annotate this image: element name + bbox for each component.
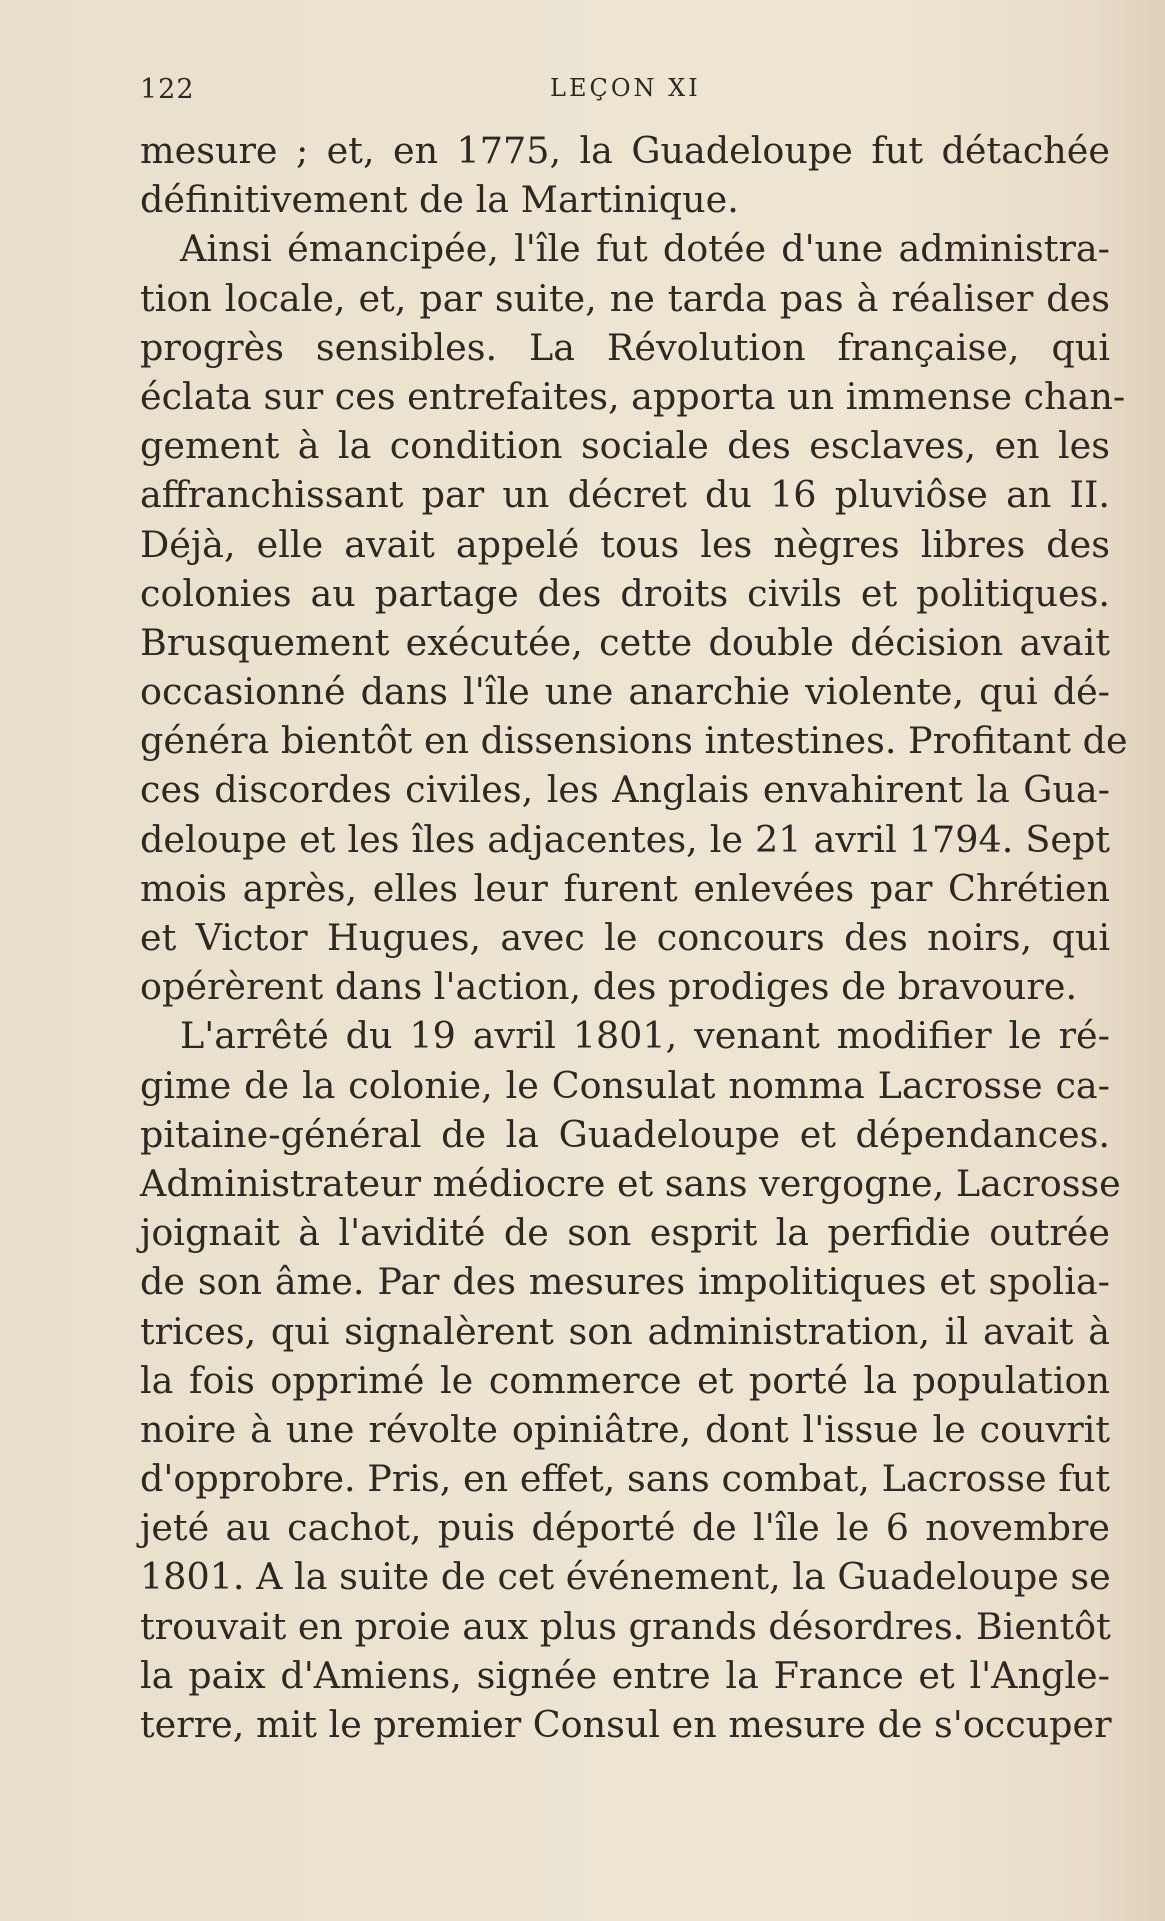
text-line: ces discordes civiles, les Anglais envahirent la Gua- bbox=[140, 768, 1110, 812]
text-line: terre, mit le premier Consul en mesure de s'occuper bbox=[140, 1703, 1112, 1746]
text-line: deloupe et les îles adjacentes, le 21 avril 1794. Sept bbox=[140, 817, 1110, 861]
text-line: tion locale, et, par suite, ne tarda pas à réaliser des bbox=[140, 276, 1110, 320]
text-line: et Victor Hugues, avec le concours des noirs, qui bbox=[140, 916, 1110, 959]
body-text bbox=[140, 126, 1128, 1749]
text-line: Brusquement exécutée, cette double décision avait bbox=[140, 620, 1110, 664]
text-line: mesure ; et, en 1775, la Guadeloupe fut détachée bbox=[140, 129, 1110, 172]
text-line: Déjà, elle avait appelé tous les nègres libres des bbox=[140, 522, 1110, 566]
text-line: pitaine-général de la Guadeloupe et dépendances. bbox=[140, 1112, 1110, 1156]
text-line: 1801. A la suite de cet événement, la Guadeloupe se bbox=[140, 1555, 1111, 1599]
text-line: Administrateur médiocre et sans vergogne, Lacrosse bbox=[140, 1161, 1121, 1205]
text-line: progrès sensibles. La Révolution française, qui bbox=[140, 325, 1110, 369]
text-line: éclata sur ces entrefaites, apporta un immense chan- bbox=[140, 374, 1126, 418]
text-line: jeté au cachot, puis déporté de l'île le 6 novembre bbox=[140, 1506, 1110, 1550]
text-line: joignait à l'avidité de son esprit la perfidie outrée bbox=[140, 1211, 1110, 1255]
text-line: trices, qui signalèrent son administration, il avait à bbox=[140, 1309, 1110, 1353]
text-line: gime de la colonie, le Consulat nomma Lacrosse ca- bbox=[140, 1063, 1110, 1107]
text-line: L'arrêté du 19 avril 1801, venant modifier le ré- bbox=[180, 1014, 1110, 1058]
text-line: la fois opprimé le commerce et porté la population bbox=[140, 1358, 1110, 1402]
text-line: généra bientôt en dissensions intestines. Profitant de bbox=[140, 719, 1128, 763]
running-title: LEÇON XI bbox=[550, 74, 701, 102]
text-line: d'opprobre. Pris, en effet, sans combat, Lacrosse fut bbox=[140, 1457, 1110, 1501]
page-header bbox=[140, 74, 1100, 110]
text-line: définitivement de la Martinique. bbox=[140, 178, 739, 222]
text-line: occasionné dans l'île une anarchie violente, qui dé- bbox=[140, 670, 1110, 714]
text-line: mois après, elles leur furent enlevées par Chrétien bbox=[140, 866, 1110, 910]
text-line: de son âme. Par des mesures impolitiques et spolia- bbox=[140, 1260, 1110, 1304]
text-line: trouvait en proie aux plus grands désordres. Bientôt bbox=[140, 1604, 1111, 1648]
text-line: colonies au partage des droits civils et politiques. bbox=[140, 571, 1110, 615]
page-number: 122 bbox=[140, 74, 195, 105]
text-line: opérèrent dans l'action, des prodiges de bravoure. bbox=[140, 965, 1078, 1009]
text-line: gement à la condition sociale des esclaves, en les bbox=[140, 424, 1110, 468]
text-line: la paix d'Amiens, signée entre la France et l'Angle- bbox=[140, 1653, 1110, 1697]
text-line: Ainsi émancipée, l'île fut dotée d'une administra- bbox=[180, 227, 1110, 271]
text-line: noire à une révolte opiniâtre, dont l'issue le couvrit bbox=[140, 1407, 1110, 1451]
text-line: affranchissant par un décret du 16 pluviôse an II. bbox=[140, 473, 1110, 517]
